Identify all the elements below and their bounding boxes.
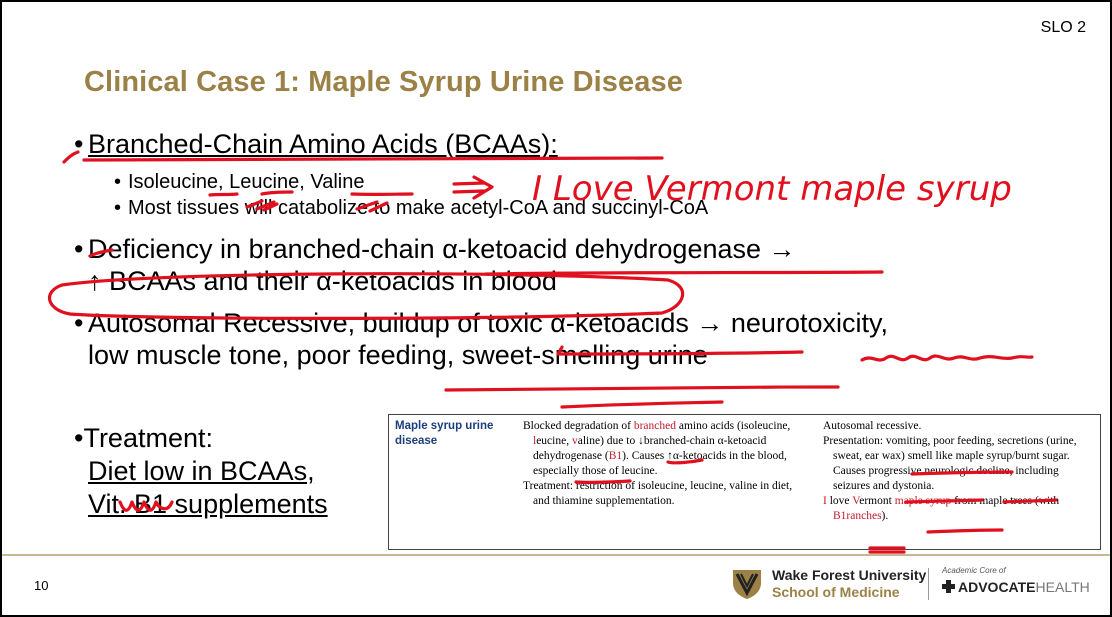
bullet-list [74,128,1074,371]
table-treatment: Treatment: restriction of isoleucine, leucine, valine in diet, and thiamine supplementation. [523,480,793,507]
handwritten-mnemonic: I Love Vermont maple syrup [532,169,1012,209]
school-of-medicine: School of Medicine [772,584,900,600]
logo-divider [928,568,929,600]
bullet-dot: • [74,423,84,453]
treatment-vitamin: Vit. B1 supplements [88,489,328,519]
table-presentation: Presentation: vomiting, poor feeding, secretions (urine, sweat, ear wax) smell like maple syrup/burnt sugar. Causes progressive neurologic decline, including seizures and dystonia. [823,435,1077,492]
table-presentation-column [823,419,1098,524]
sub-bullet-isoleucine [114,169,1074,195]
sub-bullet-text: Isoleucine, Leucine, Valine [128,171,365,193]
bullet-text: Deficiency in branched-chain α-ketoacid dehydrogenase → [88,234,796,264]
bullet-dot: • [74,234,84,264]
bullet-bcaa [74,128,1074,160]
bullet-dot: • [74,129,84,159]
wake-forest-name: Wake Forest University [772,567,927,583]
treatment-diet: Diet low in BCAAs, [88,456,315,486]
table-mnemonic: I love Vermont maple syrup from maple trees (with B1ranches). [823,495,1060,522]
bullet-bcaa-text: Branched-Chain Amino Acids (BCAAs): [88,129,558,159]
footer-logos [730,562,1100,606]
reference-table [388,414,1101,550]
bullet-text: Autosomal Recessive, buildup of toxic α-ketoacids → neurotoxicity, [88,308,888,338]
bullet-deficiency [74,233,1074,265]
slo-label: SLO 2 [1040,19,1086,36]
bullet-text: ↑ BCAAs and their α-ketoacids in blood [88,266,557,296]
academic-core-label: Academic Core of [942,566,1006,575]
footer-divider [2,554,1112,556]
treatment-head: •Treatment: [74,423,213,453]
bullet-autosomal [74,307,1074,339]
table-mechanism: Blocked degradation of branched amino acids (isoleucine, leucine, valine) due to ↓branched-chain α-ketoacid dehydrogenase (B1). Causes ↑α-ketoacids in the blood, especially those of leucine. [523,420,791,477]
sub-bullet-text: Most tissues will catabolize to make acetyl-CoA and succinyl-CoA [128,197,709,219]
sub-bullet-catabolize [114,195,1074,221]
wake-forest-shield-icon [730,566,764,600]
bullet-text: low muscle tone, poor feeding, sweet-smelling urine [88,340,708,370]
treatment-block [74,422,328,521]
advocate-cross-icon [942,580,955,593]
bullet-autosomal-cont [74,339,1074,371]
page-number: 10 [34,578,49,593]
bullet-deficiency-cont [74,265,1074,297]
bullet-dot: • [114,171,122,193]
table-mechanism-column [523,419,808,509]
bullet-dot: • [74,308,84,338]
advocate-health-logo: ADVOCATEHEALTH [942,579,1090,595]
table-inheritance: Autosomal recessive. [823,420,922,432]
bullet-dot: • [114,197,122,219]
slide-title: Clinical Case 1: Maple Syrup Urine Disease [84,66,683,98]
table-disease-name: Maple syrup urine disease [395,420,494,447]
